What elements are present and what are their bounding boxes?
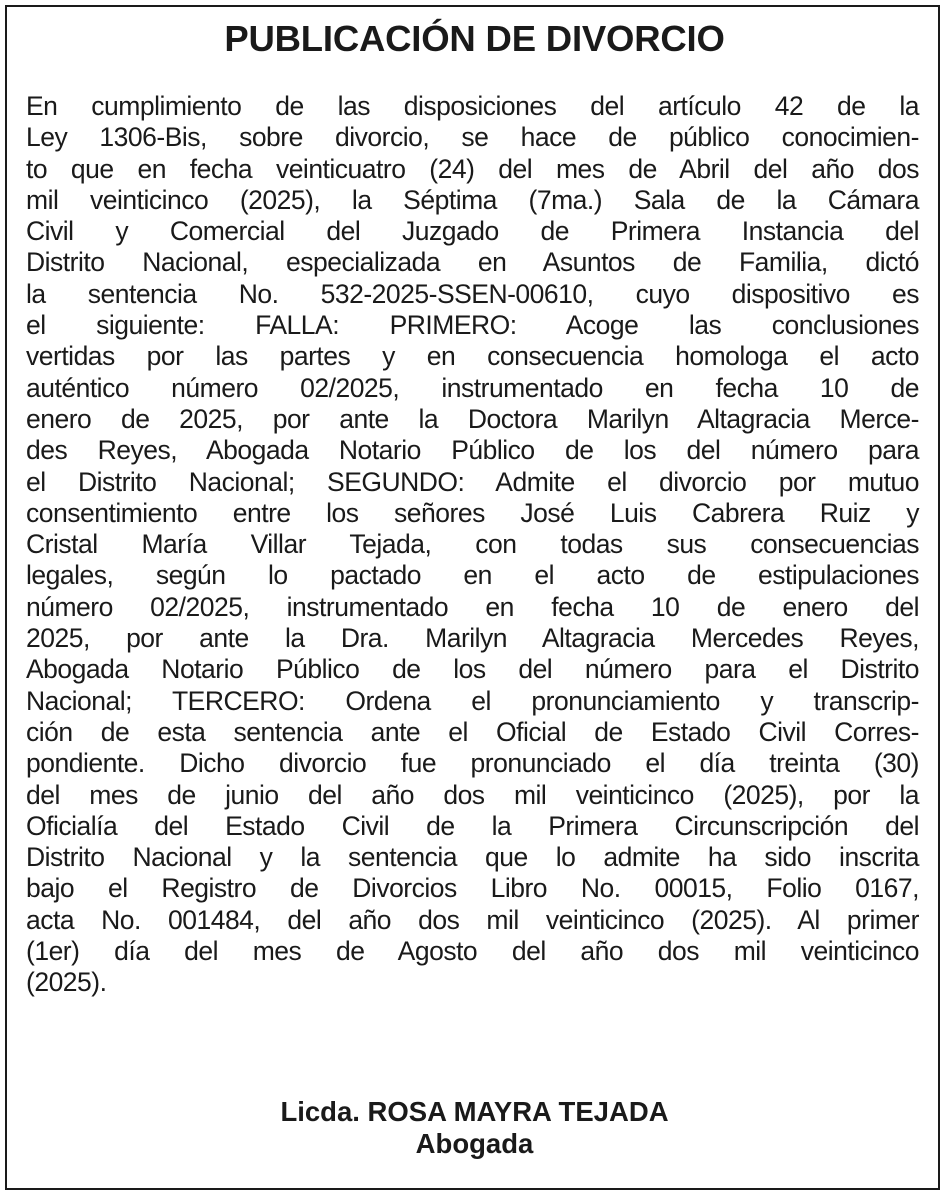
- signature-block: [0, 1096, 949, 1160]
- body-line: Nacional; TERCERO: Ordena el pronunciamiento y transcrip-: [26, 685, 919, 716]
- notice-title: PUBLICACIÓN DE DIVORCIO: [224, 18, 725, 59]
- notice-body: [26, 91, 919, 999]
- body-line: auténtico número 02/2025, instrumentado en fecha 10 de: [26, 372, 919, 403]
- body-line: (2025).: [26, 967, 107, 998]
- body-line: mil veinticinco (2025), la Séptima (7ma.) Sala de la Cámara: [26, 184, 919, 215]
- body-line: Ley 1306-Bis, sobre divorcio, se hace de público conocimien-: [26, 122, 919, 153]
- body-line: Oficialía del Estado Civil de la Primera Circunscripción del: [26, 810, 919, 841]
- body-line: número 02/2025, instrumentado en fecha 10 de enero del: [26, 591, 919, 622]
- body-line: Distrito Nacional, especializada en Asuntos de Familia, dictó: [26, 247, 919, 278]
- body-line: Civil y Comercial del Juzgado de Primera Instancia del: [26, 216, 919, 247]
- body-line: consentimiento entre los señores José Luis Cabrera Ruiz y: [26, 497, 919, 528]
- body-line: ción de esta sentencia ante el Oficial de Estado Civil Corres-: [26, 716, 919, 747]
- body-line: Distrito Nacional y la sentencia que lo admite ha sido inscrita: [26, 842, 919, 873]
- body-line: des Reyes, Abogada Notario Público de los del número para: [26, 435, 919, 466]
- body-line: vertidas por las partes y en consecuencia homologa el acto: [26, 341, 919, 372]
- body-line: legales, según lo pactado en el acto de estipulaciones: [26, 560, 919, 591]
- body-line: (1er) día del mes de Agosto del año dos mil veinticinco: [26, 936, 919, 967]
- signature-role: Abogada: [415, 1128, 534, 1159]
- body-line: 2025, por ante la Dra. Marilyn Altagracia Mercedes Reyes,: [26, 623, 919, 654]
- body-line: bajo el Registro de Divorcios Libro No. 00015, Folio 0167,: [26, 873, 919, 904]
- body-line: el siguiente: FALLA: PRIMERO: Acoge las conclusiones: [26, 310, 919, 341]
- body-line: del mes de junio del año dos mil veinticinco (2025), por la: [26, 779, 919, 810]
- body-line: acta No. 001484, del año dos mil veinticinco (2025). Al primer: [26, 904, 919, 935]
- body-line: el Distrito Nacional; SEGUNDO: Admite el divorcio por mutuo: [26, 466, 919, 497]
- body-line: to que en fecha veinticuatro (24) del mes de Abril del año dos: [26, 153, 919, 184]
- body-line: la sentencia No. 532-2025-SSEN-00610, cuyo dispositivo es: [26, 278, 919, 309]
- body-line: Abogada Notario Público de los del número para el Distrito: [26, 654, 919, 685]
- body-line: pondiente. Dicho divorcio fue pronunciado el día treinta (30): [26, 748, 919, 779]
- body-line: Cristal María Villar Tejada, con todas sus consecuencias: [26, 529, 919, 560]
- signature-name: Licda. ROSA MAYRA TEJADA: [280, 1096, 669, 1127]
- body-line: enero de 2025, por ante la Doctora Marilyn Altagracia Merce-: [26, 403, 919, 434]
- body-line: En cumplimiento de las disposiciones del artículo 42 de la: [26, 91, 919, 121]
